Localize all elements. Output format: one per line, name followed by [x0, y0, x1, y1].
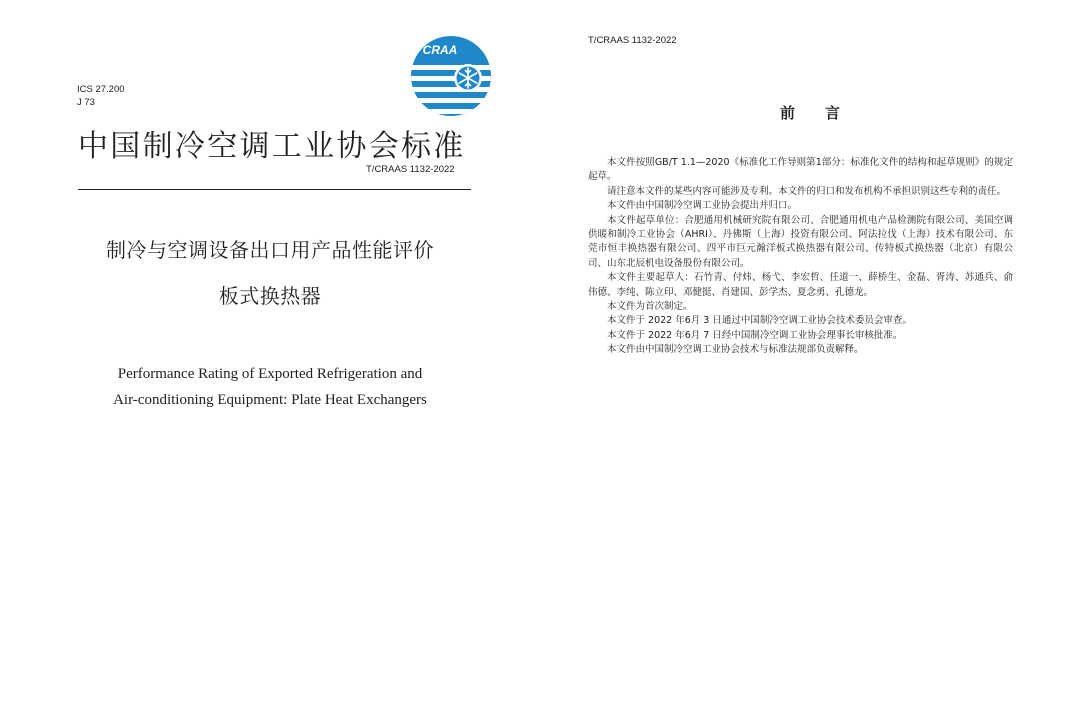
foreword-paragraph: 本文件按照GB/T 1.1—2020《标准化工作导则第1部分：标准化文件的结构和起草规则》的规定起草。: [588, 157, 1013, 183]
standard-number: T/CRAAS 1132-2022: [366, 164, 455, 175]
logo-text: CRAA: [422, 43, 458, 57]
foreword-heading: 前言: [779, 104, 870, 122]
english-title-line-2: Air-conditioning Equipment: Plate Heat Exchangers: [113, 392, 427, 408]
chinese-title-line-1: 制冷与空调设备出口用产品性能评价: [106, 238, 434, 262]
english-title: [0, 361, 540, 413]
english-title-line-1: Performance Rating of Exported Refrigeration and: [117, 366, 423, 382]
foreword-paragraph: 本文件起草单位：合肥通用机械研究院有限公司、合肥通用机电产品检测院有限公司、美国空调供暖和制冷工业协会（AHRI）、丹佛斯（上海）投资有限公司、阿法拉伐（上海）技术有限公司、东莞市恒丰换热器有限公司、四平市巨元瀚洋板式换热器有限公司、传特板式换热器（北京）有限公司、山东北辰机电设备股份有限公司。: [588, 214, 1013, 269]
foreword-paragraph: 本文件主要起草人：石竹青、付炜、杨弋、李宏哲、任道一、薛桥生、金磊、胥涛、苏通兵、俞伟德、李纯、陈立印、邓健挺、肖建国、彭学杰、夏念勇、孔德龙。: [588, 272, 1013, 298]
chinese-title-line-2: 板式换热器: [218, 284, 322, 308]
standard-number-header: T/CRAAS 1132-2022: [588, 35, 677, 46]
foreword-paragraph: 本文件为首次制定。: [607, 301, 693, 313]
ics-block: [77, 83, 125, 109]
snowflake-icon: [454, 64, 482, 92]
foreword-page: [540, 0, 1080, 716]
foreword-paragraph: 本文件由中国制冷空调工业协会技术与标准法规部负责解释。: [607, 344, 864, 356]
foreword-paragraph: 本文件于 2022 年6月 3 日通过中国制冷空调工业协会技术委员会审查。: [607, 315, 912, 327]
title-divider: [78, 189, 471, 190]
foreword-body: [588, 156, 1013, 358]
craa-logo: [410, 35, 492, 117]
foreword-paragraph: 请注意本文件的某些内容可能涉及专利。本文件的归口和发布机构不承担识别这些专利的责任。: [607, 185, 1007, 197]
ics-code: ICS 27.200: [77, 84, 125, 95]
foreword-paragraph: 本文件由中国制冷空调工业协会提出并归口。: [607, 200, 798, 212]
foreword-paragraph: 本文件于 2022 年6月 7 日经中国制冷空调工业协会理事长审核批准。: [607, 329, 903, 341]
classification-code: J 73: [77, 97, 95, 108]
standard-org-title: 中国制冷空调工业协会标准: [78, 129, 466, 164]
